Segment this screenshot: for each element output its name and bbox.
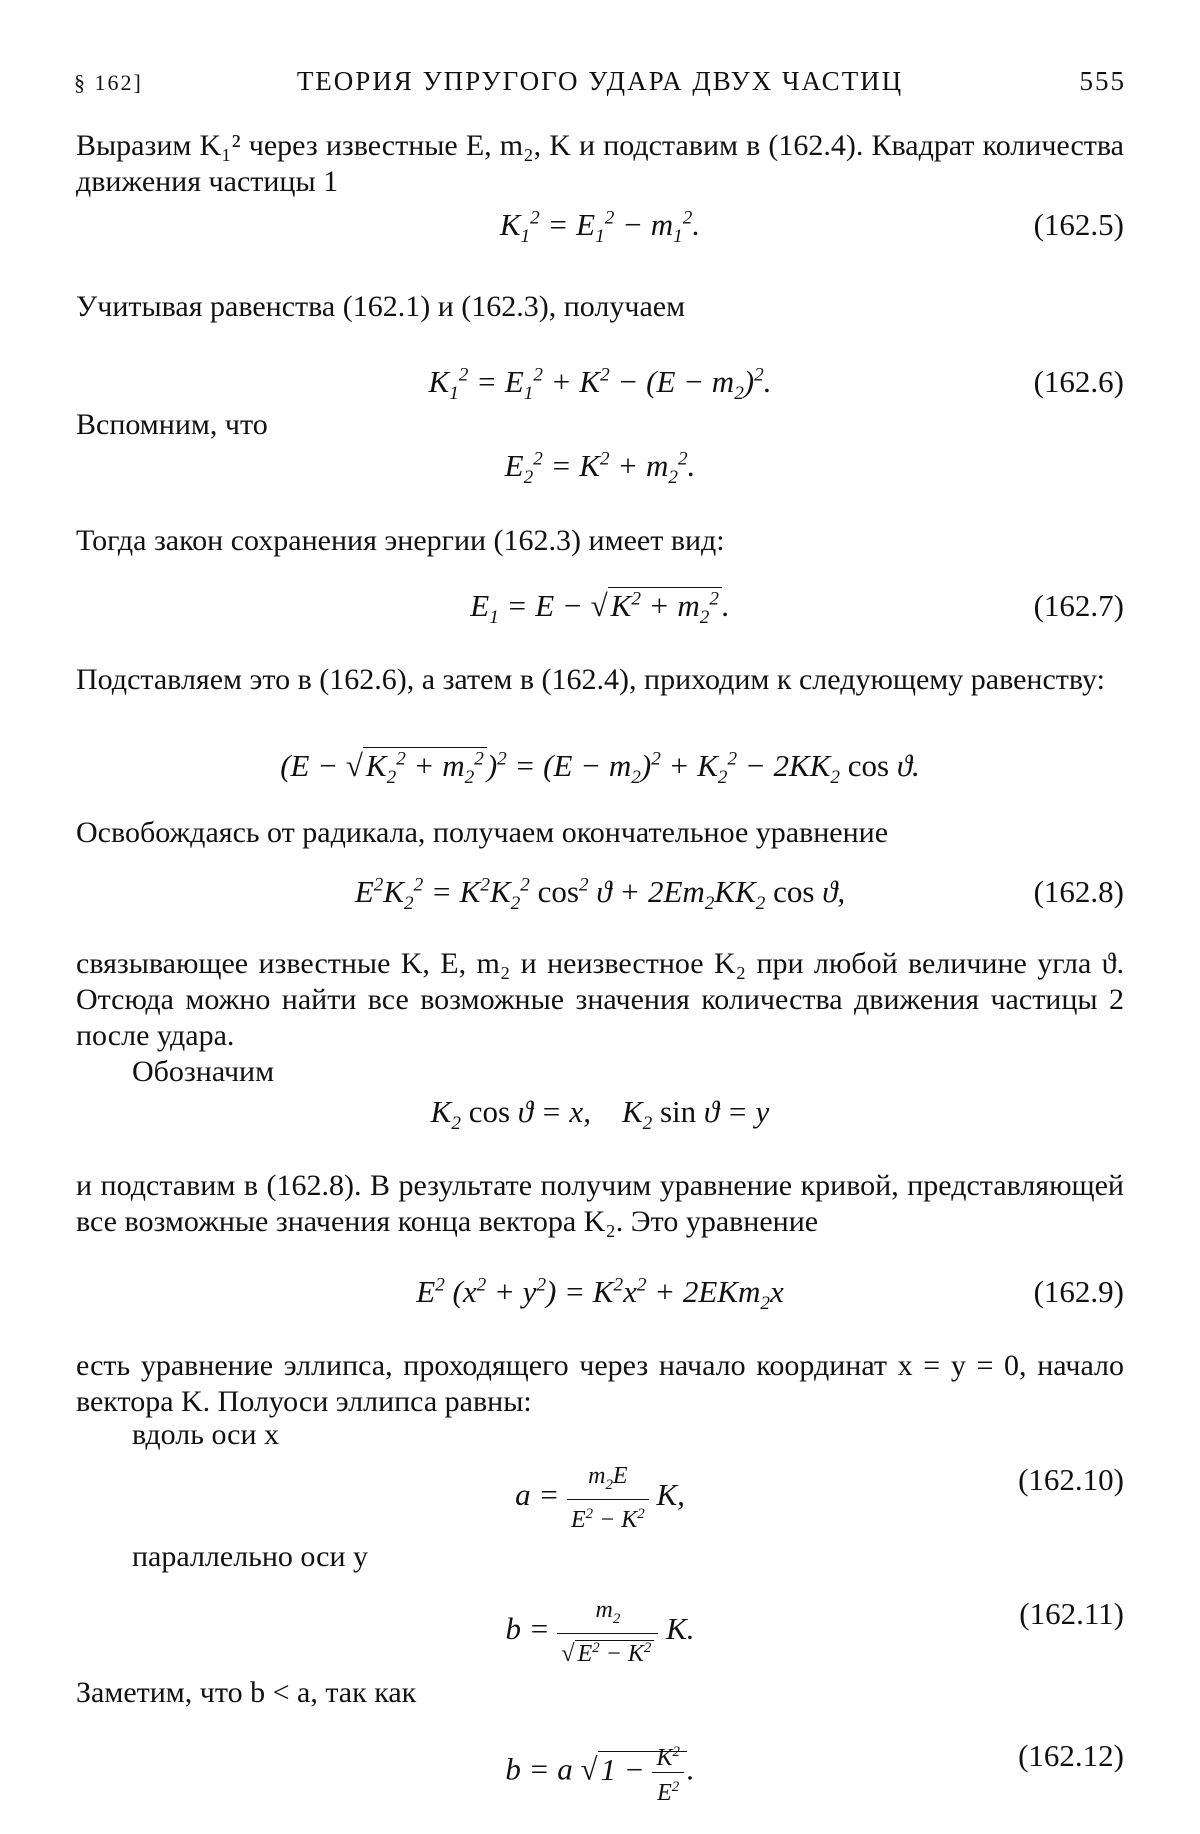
- formula: $E^2$ $(x^2 + y^2) = K^2x^2 + 2EKm_2x$: [416, 1274, 784, 1315]
- equation-162-10: [76, 1462, 1124, 1533]
- equation-number: (162.9): [1033, 1274, 1124, 1309]
- equation-162-12: [76, 1738, 1124, 1806]
- page-number: 555: [1079, 66, 1126, 96]
- equation-number: (162.6): [1033, 364, 1124, 399]
- equation-radical: [76, 748, 1124, 792]
- page-header: [74, 64, 1126, 104]
- equation-energy-2: [76, 448, 1124, 492]
- equation-substitution: [76, 1094, 1124, 1138]
- paragraph-10: есть уравнение эллипса, проходящего через начало координат x = y = 0, начало вектора K. Полуоси эллипса равны:: [76, 1349, 1124, 1418]
- paragraph-4: Тогда закон сохранения энергии (162.3) имеет вид:: [76, 524, 725, 557]
- equation-162-11: [76, 1596, 1124, 1667]
- running-title: ТЕОРИЯ УПРУГОГО УДАРА ДВУХ ЧАСТИЦ: [296, 66, 904, 96]
- equation-number: (162.12): [1018, 1738, 1124, 1773]
- paragraph-7: связывающее известные K, E, m₂ и неизвестное K₂ при любой величине угла ϑ. Отсюда можно найти все возможные значения количества движения частицы 2 после удара.: [76, 947, 1124, 1052]
- equation-162-5: [76, 207, 1124, 251]
- formula: $E^2K_2^2 = K^2K_2^2$ $\cos^2 ϑ + 2Em_2KK_2$ cos ϑ,: [354, 874, 846, 915]
- equation-162-8: [76, 874, 1124, 918]
- paragraph-13: Заметим, что b < a, так как: [76, 1676, 417, 1709]
- paragraph-9: и подставим в (162.8). В результате получим уравнение кривой, представляющей все возможные значения конца вектора K₂. Это уравнение: [76, 1169, 1124, 1238]
- paragraph-2: Учитывая равенства (162.1) и (162.3), получаем: [76, 290, 686, 323]
- formula: $K_1^2 = E_1^2 - m_1^2$.: [499, 207, 701, 248]
- section-ref: § 162]: [74, 70, 143, 95]
- paragraph-6: Освобождаясь от радикала, получаем окончательное уравнение: [76, 816, 889, 849]
- formula: $K_2$ cos ϑ = x, $K_2$ sin ϑ = y: [430, 1094, 770, 1135]
- formula: $E_1 = E - √K^2 + m_2^2$.: [470, 588, 730, 629]
- equation-162-6: [76, 364, 1124, 408]
- equation-number: (162.10): [1018, 1462, 1124, 1497]
- paragraph-8: Обозначим: [132, 1055, 275, 1088]
- formula: a = $\frac{m_2E}{E^2 - K^2}$ K,: [515, 1463, 685, 1533]
- equation-162-7: [76, 588, 1124, 632]
- paragraph-1: Выразим K₁² через известные E, m₂, K и подставим в (162.4). Квадрат количества движения частицы 1: [76, 129, 1124, 198]
- formula: b = a √1 − $\frac{K^2}{E^2}$ .: [76, 1738, 1124, 1807]
- paragraph-12: параллельно оси y: [132, 1540, 369, 1573]
- equation-number: (162.8): [1033, 874, 1124, 909]
- formula: $E_2^2 = K^2 + m_2^2$.: [504, 448, 696, 489]
- equation-number: (162.7): [1033, 588, 1124, 623]
- paragraph-3: Вспомним, что: [76, 408, 268, 441]
- equation-number: (162.11): [1019, 1596, 1124, 1631]
- equation-162-9: [76, 1274, 1124, 1318]
- formula: $K_1^2 = E_1^2 + K^2 - (E - m_2)^2$.: [428, 364, 772, 405]
- paragraph-5: Подставляем это в (162.6), а затем в (162.4), приходим к следующему равенству:: [76, 663, 1105, 696]
- paragraph-11: вдоль оси x: [132, 1418, 280, 1451]
- formula: $(E - √K_2^2 + m_2^2)^2 = (E - m_2)^2 + K_2^2 - 2KK_2$ cos ϑ.: [280, 748, 920, 789]
- equation-number: (162.5): [1033, 207, 1124, 242]
- formula: b = $\frac{m_2}{√ E^2 - K^2}$ K.: [505, 1597, 695, 1667]
